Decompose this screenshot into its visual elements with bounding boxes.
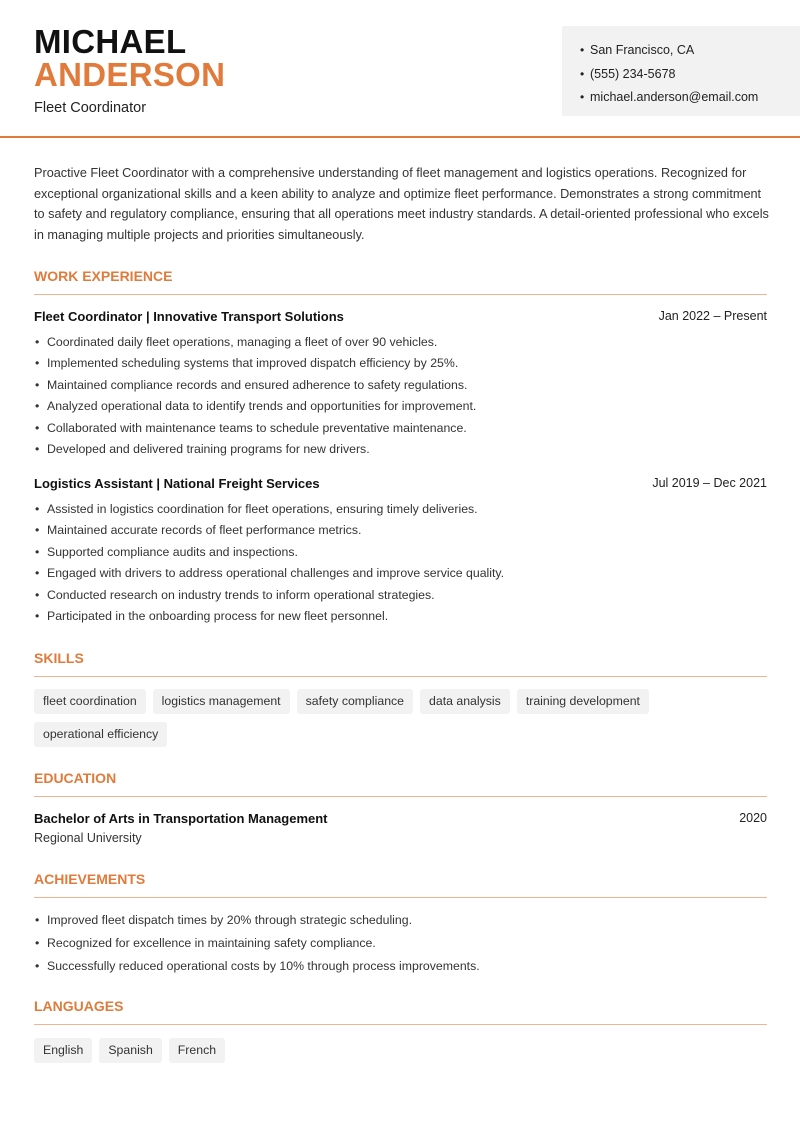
job-entry-2 <box>34 476 767 491</box>
job-title-1: Fleet Coordinator | Innovative Transport Solutions <box>34 309 344 324</box>
job-title: Fleet Coordinator <box>34 100 147 116</box>
contact-phone: • (555) 234-5678 <box>580 63 758 87</box>
list-item: • Coordinated daily fleet operations, managing a fleet of over 90 vehicles. <box>34 332 767 353</box>
language-tag: English <box>34 1038 92 1063</box>
education-entry <box>34 811 767 826</box>
skill-tag: data analysis <box>420 689 510 714</box>
achievements-list <box>34 909 767 978</box>
skills-tags <box>34 689 774 747</box>
job-bullets-1 <box>34 332 767 460</box>
section-title-skills: SKILLS <box>34 650 767 677</box>
skill-tag: safety compliance <box>297 689 413 714</box>
list-item: • Participated in the onboarding process for new fleet personnel. <box>34 606 767 627</box>
skill-tag: operational efficiency <box>34 722 167 747</box>
list-item: • Engaged with drivers to address operational challenges and improve service quality. <box>34 563 767 584</box>
list-item: • Successfully reduced operational costs by 10% through process improvements. <box>34 955 767 978</box>
list-item: • Maintained accurate records of fleet performance metrics. <box>34 520 767 541</box>
contact-list <box>580 39 758 110</box>
section-title-work: WORK EXPERIENCE <box>34 268 767 295</box>
summary-paragraph: Proactive Fleet Coordinator with a comprehensive understanding of fleet management and logistics operations. Recognized for exceptional organizational skills and a keen ability to analyze and optimize fleet performance. Demonstrates a strong commitment to safety and regulatory compliance, ensuring that all operations meet industry standards. A detail-oriented professional who excels in managing multiple projects and priorities simultaneously. <box>34 166 769 243</box>
job-title-2: Logistics Assistant | National Freight Services <box>34 476 320 491</box>
languages-tags <box>34 1038 774 1063</box>
first-name: MICHAEL <box>34 23 187 60</box>
education-year: 2020 <box>739 811 767 825</box>
job-bullets-2 <box>34 499 767 627</box>
education-school: Regional University <box>34 831 142 845</box>
list-item: • Analyzed operational data to identify trends and opportunities for improvement. <box>34 396 767 417</box>
skill-tag: logistics management <box>153 689 290 714</box>
list-item: • Assisted in logistics coordination for fleet operations, ensuring timely deliveries. <box>34 499 767 520</box>
skill-tag: training development <box>517 689 649 714</box>
job-dates-1: Jan 2022 – Present <box>658 309 767 323</box>
list-item: • Developed and delivered training programs for new drivers. <box>34 439 767 460</box>
language-tag: French <box>169 1038 225 1063</box>
list-item: • Recognized for excellence in maintaining safety compliance. <box>34 932 767 955</box>
resume-header <box>0 0 800 138</box>
skill-tag: fleet coordination <box>34 689 146 714</box>
education-degree: Bachelor of Arts in Transportation Management <box>34 811 328 826</box>
job-entry-1 <box>34 309 767 324</box>
contact-box <box>562 26 800 116</box>
list-item: • Maintained compliance records and ensured adherence to safety regulations. <box>34 375 767 396</box>
last-name: ANDERSON <box>34 56 226 93</box>
section-title-education: EDUCATION <box>34 770 767 797</box>
job-dates-2: Jul 2019 – Dec 2021 <box>652 476 767 490</box>
section-title-languages: LANGUAGES <box>34 998 767 1025</box>
list-item: • Conducted research on industry trends to inform operational strategies. <box>34 585 767 606</box>
contact-email[interactable]: • michael.anderson@email.com <box>580 86 758 110</box>
list-item: • Implemented scheduling systems that improved dispatch efficiency by 25%. <box>34 353 767 374</box>
contact-location: • San Francisco, CA <box>580 39 758 63</box>
language-tag: Spanish <box>99 1038 161 1063</box>
list-item: • Improved fleet dispatch times by 20% through strategic scheduling. <box>34 909 767 932</box>
list-item: • Collaborated with maintenance teams to schedule preventative maintenance. <box>34 418 767 439</box>
list-item: • Supported compliance audits and inspections. <box>34 542 767 563</box>
section-title-achievements: ACHIEVEMENTS <box>34 871 767 898</box>
